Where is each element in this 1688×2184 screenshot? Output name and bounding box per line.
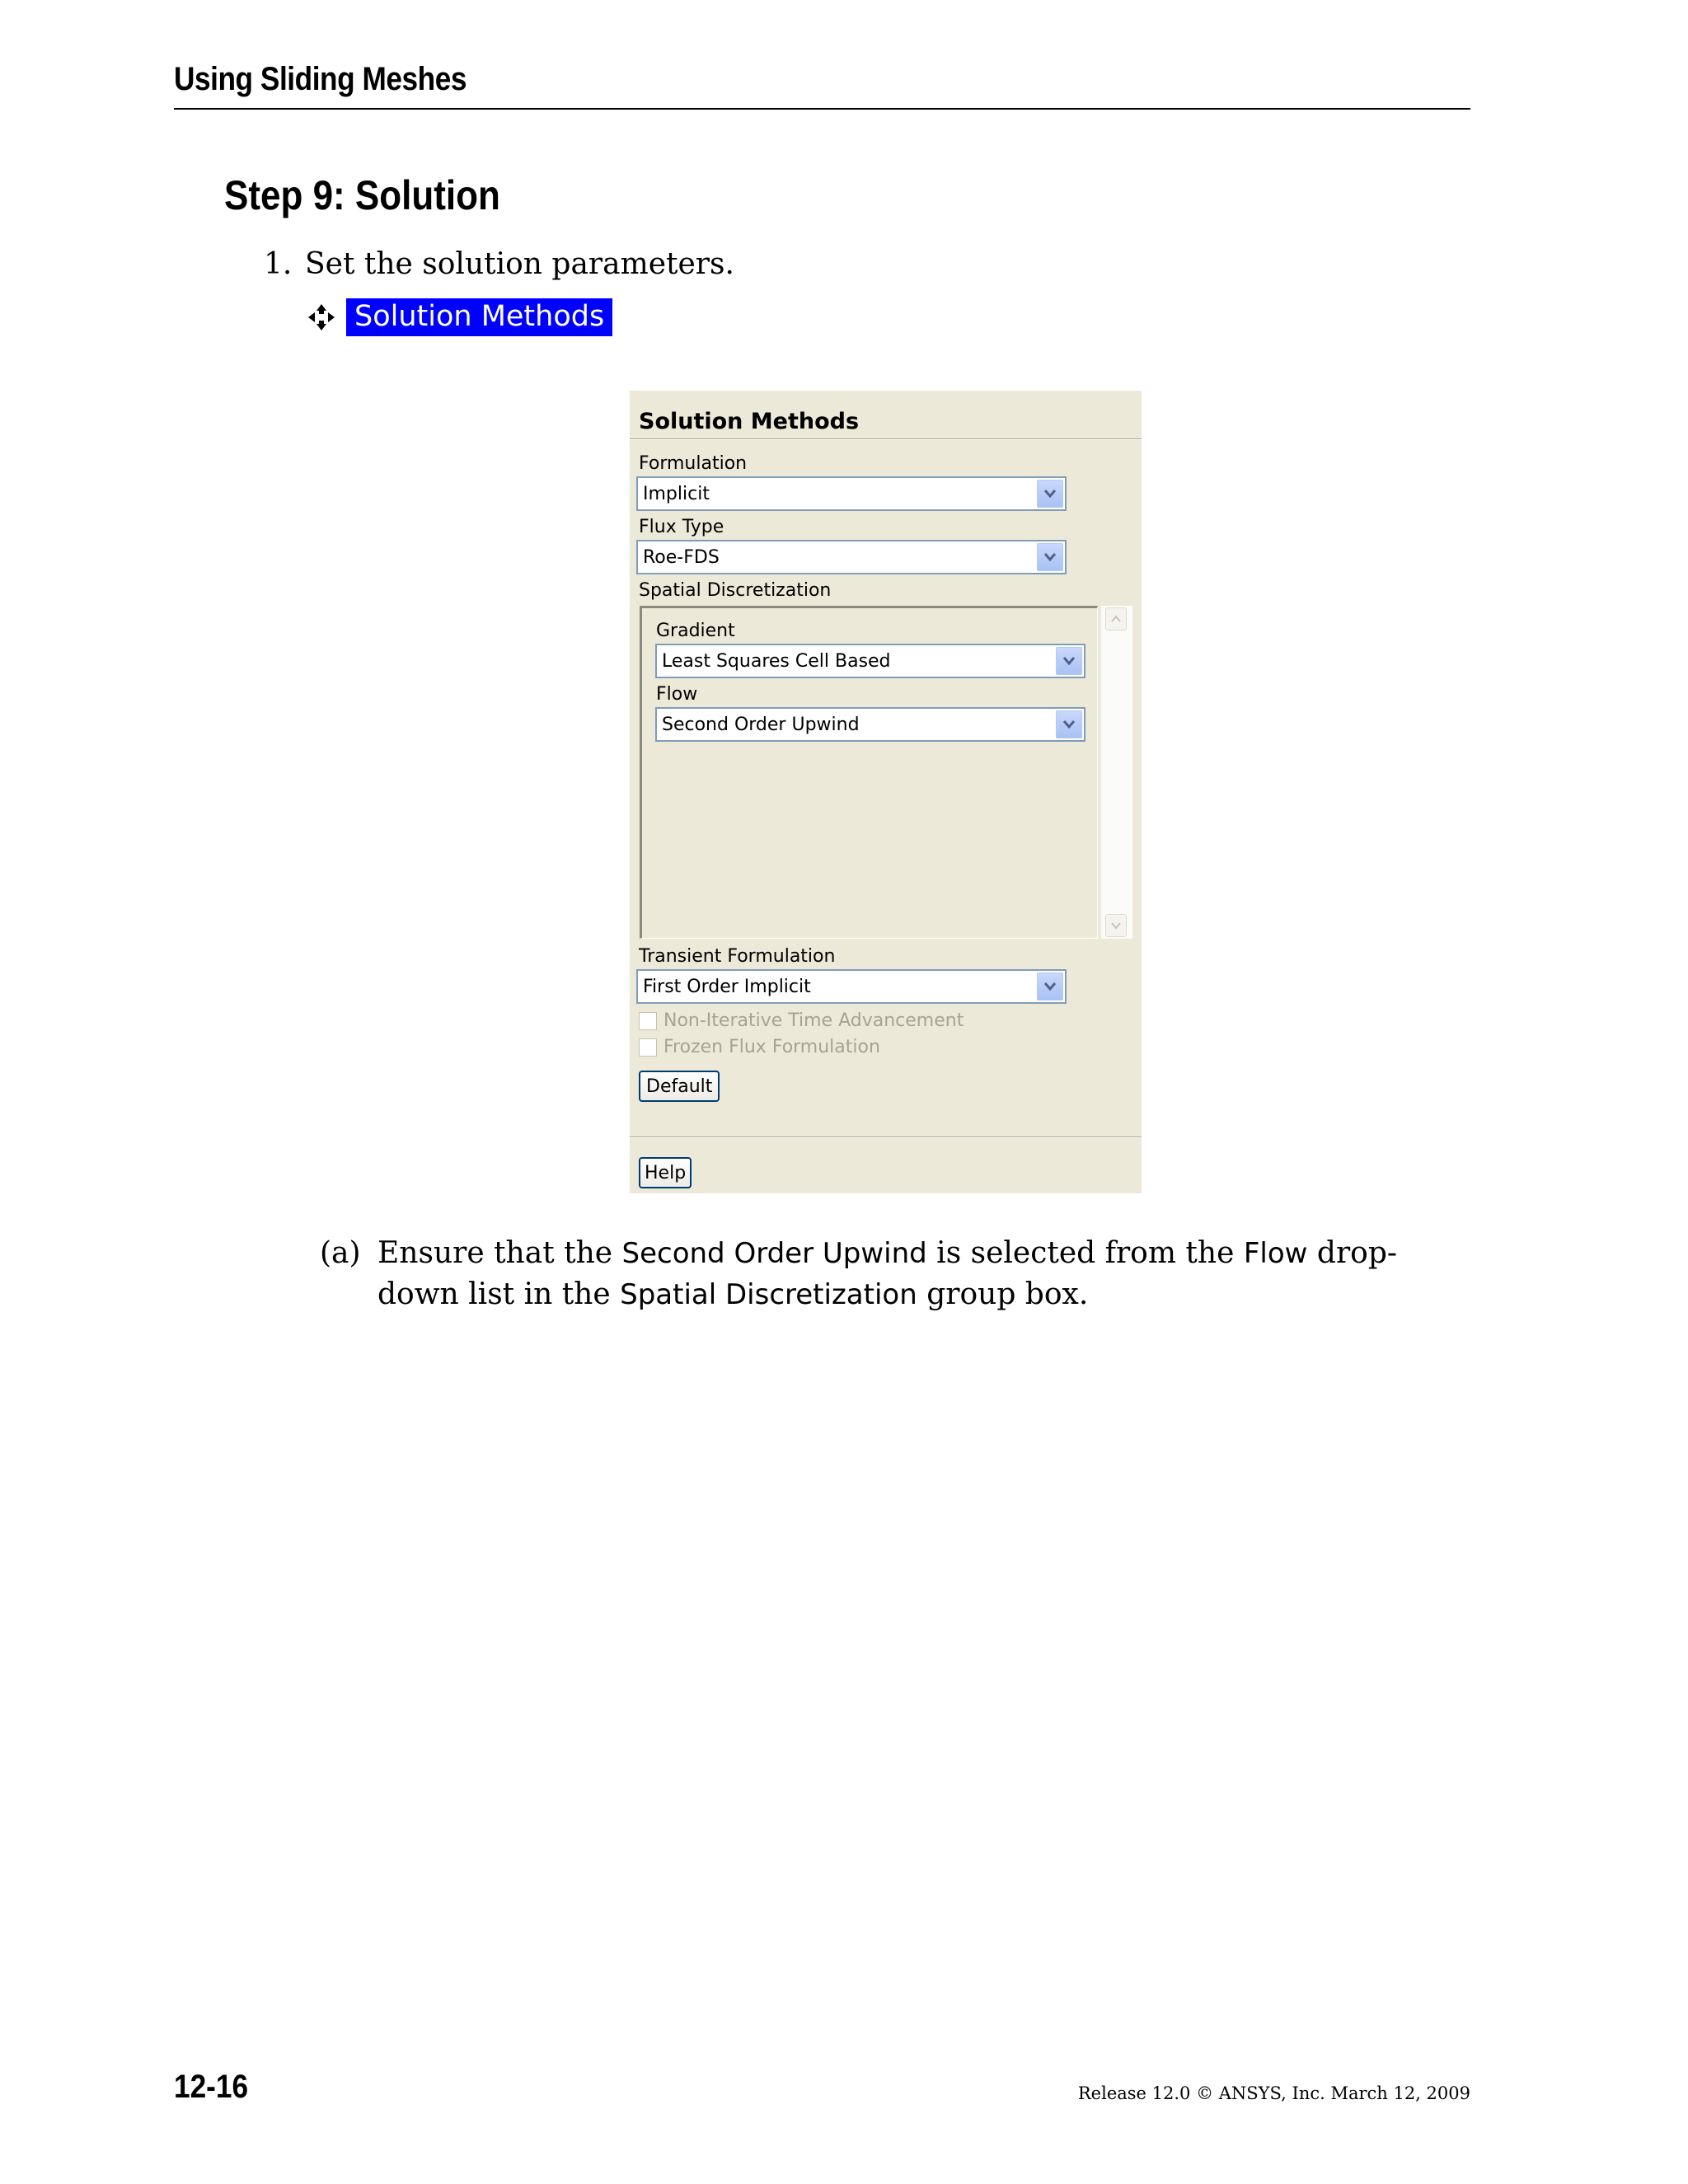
non-iterative-checkbox-row[interactable] (639, 1010, 964, 1031)
instruction-text: drop-down list in the (377, 1236, 1398, 1311)
chevron-down-icon (1110, 921, 1122, 930)
gradient-value: Least Squares Cell Based (662, 651, 891, 672)
solution-methods-panel (630, 391, 1142, 1193)
instruction-a (320, 1233, 1472, 1315)
release-note: Release 12.0 © ANSYS, Inc. March 12, 2009 (1077, 2083, 1470, 2103)
step-item (264, 247, 734, 281)
help-button[interactable]: Help (639, 1157, 692, 1188)
page-number: 12-16 (174, 2069, 249, 2105)
navigation-arrows-icon (307, 302, 336, 332)
frozen-flux-checkbox-row[interactable] (639, 1037, 880, 1057)
gradient-label: Gradient (656, 621, 735, 641)
scroll-down-button[interactable] (1105, 914, 1127, 937)
panel-title-divider-highlight (630, 439, 1142, 440)
flow-label: Flow (656, 684, 698, 705)
transient-formulation-label: Transient Formulation (639, 946, 836, 967)
transient-formulation-dropdown[interactable] (636, 969, 1067, 1004)
formulation-value: Implicit (643, 484, 710, 504)
non-iterative-label: Non-Iterative Time Advancement (663, 1010, 964, 1031)
flux-type-label: Flux Type (639, 517, 724, 537)
chevron-down-icon[interactable] (1037, 972, 1063, 1001)
header-rule (174, 108, 1470, 110)
panel-bottom-divider-highlight (630, 1137, 1142, 1138)
frozen-flux-checkbox[interactable] (639, 1038, 657, 1057)
instruction-text: group box. (917, 1277, 1089, 1311)
frozen-flux-label: Frozen Flux Formulation (663, 1037, 880, 1057)
chevron-down-icon[interactable] (1037, 480, 1063, 508)
term-spatial-discretization: Spatial Discretization (620, 1278, 917, 1311)
instruction-tag: (a) (320, 1236, 361, 1270)
flux-type-value: Roe-FDS (643, 547, 720, 568)
spatial-discretization-label: Spatial Discretization (639, 580, 832, 601)
chevron-up-icon (1110, 615, 1122, 623)
formulation-dropdown[interactable] (636, 476, 1067, 511)
gradient-dropdown[interactable] (655, 644, 1085, 678)
scroll-up-button[interactable] (1105, 607, 1127, 630)
item-text: Set the solution parameters. (305, 247, 734, 281)
step-title: Step 9: Solution (224, 172, 500, 218)
panel-title: Solution Methods (639, 409, 860, 434)
term-second-order-upwind: Second Order Upwind (621, 1237, 927, 1270)
instruction-text: is selected from the (926, 1236, 1244, 1270)
instruction-text: Ensure that the (377, 1236, 622, 1270)
non-iterative-checkbox[interactable] (639, 1012, 657, 1030)
chevron-down-icon[interactable] (1056, 710, 1082, 738)
default-button[interactable]: Default (639, 1071, 720, 1102)
item-number: 1. (264, 247, 293, 281)
transient-formulation-value: First Order Implicit (643, 977, 811, 997)
solution-methods-link[interactable]: Solution Methods (346, 298, 612, 336)
formulation-label: Formulation (639, 453, 748, 474)
flux-type-dropdown[interactable] (636, 540, 1067, 574)
running-head: Using Sliding Meshes (174, 61, 467, 97)
term-flow: Flow (1243, 1237, 1308, 1270)
instruction-body (377, 1233, 1472, 1315)
spatial-discretization-groupbox (640, 606, 1098, 939)
spatial-discretization-scrollbar[interactable] (1101, 606, 1132, 939)
navigation-row (307, 298, 612, 336)
chevron-down-icon[interactable] (1037, 543, 1063, 571)
flow-value: Second Order Upwind (662, 715, 860, 735)
flow-dropdown[interactable] (655, 707, 1085, 742)
chevron-down-icon[interactable] (1056, 647, 1082, 675)
